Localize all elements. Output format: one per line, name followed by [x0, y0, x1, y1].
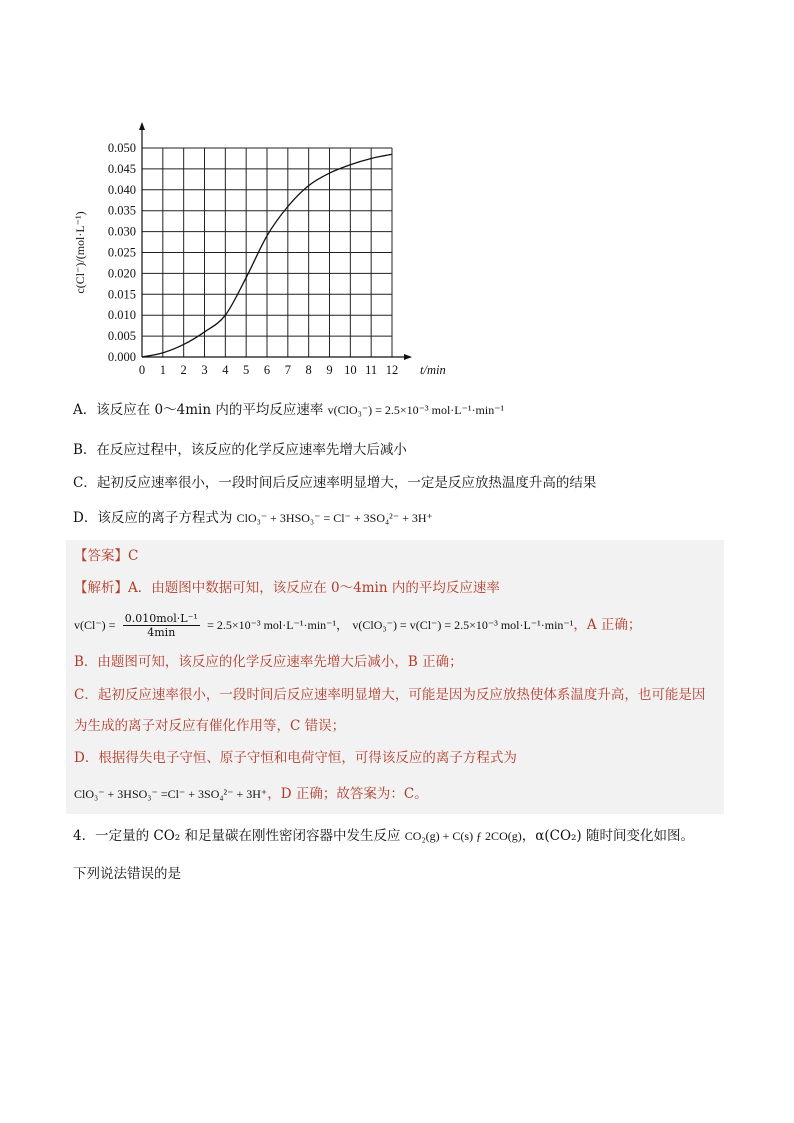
analysis-c-1: C．起初反应速率很小，一段时间后反应速率明显增大，可能是因为反应放热使体系温度升高，也可能是因 [74, 687, 706, 703]
question-4-line-1 [73, 826, 694, 846]
analysis-label: 【解析】 [74, 580, 128, 596]
option-c: C．起初反应速率很小，一段时间后反应速率明显增大，一定是反应放热温度升高的结果 [73, 475, 597, 491]
rate-cl-value: = 2.5×10⁻³ mol·L⁻¹·min⁻¹， [207, 618, 349, 632]
y-tick-label: 0.015 [107, 287, 136, 302]
y-tick-label: 0.030 [107, 224, 136, 239]
x-tick-label: 4 [222, 363, 229, 377]
option-d-text: D．该反应的离子方程式为 [73, 510, 233, 526]
x-tick-label: 2 [180, 363, 187, 377]
y-tick-label: 0.000 [107, 350, 136, 364]
y-tick-label: 0.035 [107, 203, 136, 218]
y-tick-label: 0.040 [107, 182, 136, 197]
x-tick-label: 1 [159, 363, 166, 377]
analysis-c-2: 为生成的离子对反应有催化作用等，C 错误； [74, 718, 346, 734]
x-tick-label: 9 [326, 363, 333, 377]
question-4-line-2: 下列说法错误的是 [73, 866, 181, 882]
option-a-text: A．该反应在 0～4min 内的平均反应速率 [73, 402, 324, 418]
answer-value: C [128, 548, 139, 564]
fraction-denominator: 4min [147, 626, 176, 639]
option-a-formula: v(ClO₃⁻) = 2.5×10⁻³ mol·L⁻¹·min⁻¹ [327, 403, 505, 417]
analysis-b: B．由题图可知，该反应的化学反应速率先增大后减小，B 正确； [74, 654, 463, 670]
rate-clo3-value: v(ClO₃⁻) = v(Cl⁻) = 2.5×10⁻³ mol·L⁻¹·min⁻¹ [352, 618, 574, 632]
x-tick-label: 5 [243, 363, 250, 377]
rate-fraction [123, 612, 200, 639]
x-axis-label: t/min [420, 363, 446, 377]
option-d-formula: ClO₃⁻ + 3HSO₃⁻ = Cl⁻ + 3SO₄²⁻ + 3H⁺ [236, 511, 433, 525]
x-tick-label: 6 [263, 363, 271, 377]
analysis-d: D．根据得失电子守恒、原子守恒和电荷守恒，可得该反应的离子方程式为 [74, 750, 517, 766]
answer-box [66, 540, 724, 814]
x-tick-label: 3 [201, 363, 208, 377]
final-equation: ClO₃⁻ + 3HSO₃⁻ =Cl⁻ + 3SO₄²⁻ + 3H⁺ [74, 787, 268, 801]
chart-svg [70, 118, 450, 380]
q4-text-a: 4．一定量的 CO₂ 和足量碳在刚性密闭容器中发生反应 [73, 828, 401, 844]
x-tick-label: 7 [284, 363, 291, 377]
fraction-numerator: 0.010mol·L⁻¹ [124, 612, 198, 625]
y-tick-label: 0.050 [107, 141, 136, 155]
y-tick-label: 0.005 [107, 329, 136, 344]
answer-line [74, 546, 138, 566]
y-tick-label: 0.010 [107, 308, 136, 323]
final-tail: ，D 正确；故答案为：C。 [267, 786, 428, 802]
y-axis-label: c(Cl⁻)/(mol·L⁻¹) [73, 211, 87, 294]
analysis-final [74, 784, 428, 804]
x-tick-label: 8 [305, 363, 312, 377]
option-d [73, 508, 433, 528]
x-tick-label: 12 [385, 363, 399, 377]
y-tick-label: 0.020 [107, 266, 136, 281]
rate-cl-left: v(Cl⁻) = [74, 618, 116, 632]
x-tick-label: 11 [365, 363, 378, 377]
x-tick-label: 0 [138, 363, 146, 377]
x-axis-arrow [404, 354, 412, 360]
option-b: B．在反应过程中，该反应的化学反应速率先增大后减小 [73, 442, 407, 458]
q4-text-b: ，α(CO₂) 随时间变化如图。 [521, 828, 694, 844]
x-tick-label: 10 [344, 363, 357, 377]
y-tick-label: 0.045 [107, 161, 136, 176]
y-tick-label: 0.025 [107, 245, 136, 260]
option-a [73, 400, 504, 420]
y-axis-arrow [139, 122, 145, 130]
q4-equation: CO₂(g) + C(s) ƒ 2CO(g) [404, 829, 522, 843]
answer-label: 【答案】 [74, 548, 128, 564]
analysis-line-1 [74, 578, 500, 598]
concentration-time-chart [70, 118, 450, 380]
analysis-rate-line [74, 612, 641, 639]
a-correct: ，A 正确； [573, 617, 642, 633]
analysis-a-text: A．由题图中数据可知，该反应在 0～4min 内的平均反应速率 [128, 580, 500, 596]
